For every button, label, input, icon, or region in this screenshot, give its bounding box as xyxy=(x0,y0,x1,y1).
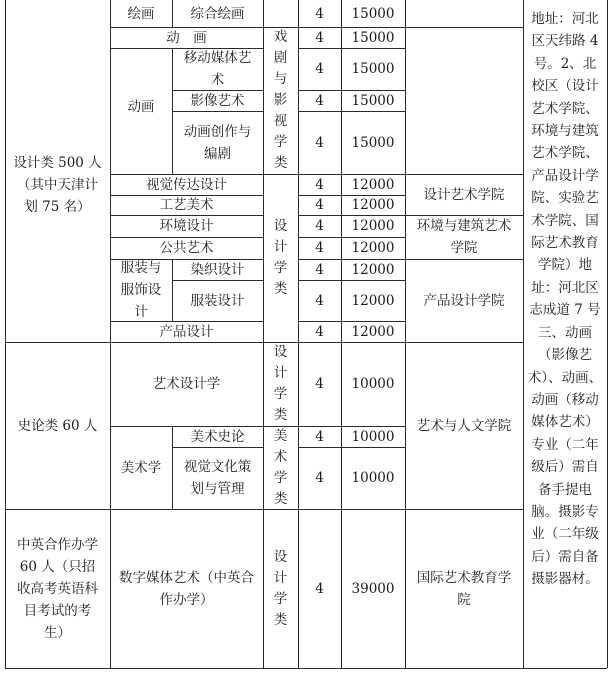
major-name: 动 画 xyxy=(166,29,207,46)
group-history: 史论类 60 人 xyxy=(17,417,98,434)
years: 4 xyxy=(315,61,324,77)
tuition-fee: 10000 xyxy=(351,428,395,445)
major-name: 环境设计 xyxy=(159,218,214,234)
subgroup-animation: 动画 xyxy=(127,99,155,115)
tuition-fee: 12000 xyxy=(351,240,395,256)
category-design: 设计学类 xyxy=(273,218,288,297)
subgroup-fashion: 服装与服饰设计 xyxy=(120,260,162,320)
major-name: 影像艺术 xyxy=(190,92,245,109)
years: 4 xyxy=(315,470,324,486)
school-design: 设计艺术学院 xyxy=(423,186,505,203)
notes-column: 地址：河北区天纬路 4 号。2、北校区（设计艺术学院、环境与建筑艺术学院、产品设计学院、实验艺术学院、国际艺术教育学院）地址：河北区志成道 7 号三、动画（影像艺术）、动画、动画（移动媒体艺术）专业（二年级后）需自备手提电脑。摄影专业（二年级后）需自备摄影器材。 xyxy=(527,11,603,588)
group-design: 设计类 500 人（其中天津计划 75 名） xyxy=(13,154,102,215)
tuition-fee: 12000 xyxy=(351,218,395,234)
tuition-fee: 12000 xyxy=(351,292,395,309)
years: 4 xyxy=(315,5,324,22)
tuition-fee: 15000 xyxy=(351,61,395,77)
tuition-fee: 15000 xyxy=(351,92,395,109)
major-name: 产品设计 xyxy=(159,323,214,340)
tuition-fee: 12000 xyxy=(351,323,395,340)
tuition-fee: 10000 xyxy=(351,470,395,486)
major-name: 艺术设计学 xyxy=(152,376,221,392)
years: 4 xyxy=(315,134,324,151)
tuition-fee: 12000 xyxy=(351,197,395,213)
years: 4 xyxy=(315,323,324,340)
years: 4 xyxy=(315,197,324,213)
school-product: 产品设计学院 xyxy=(423,292,505,309)
years: 4 xyxy=(315,261,324,278)
major-name: 综合绘画 xyxy=(190,5,245,22)
category-design: 设计学类 xyxy=(273,344,288,423)
tuition-fee: 12000 xyxy=(351,261,395,278)
major-name: 美术史论 xyxy=(190,428,245,445)
years: 4 xyxy=(315,580,324,597)
school-international: 国际艺术教育学院 xyxy=(416,569,512,608)
major-name: 服装设计 xyxy=(190,292,245,309)
school-environment: 环境与建筑艺术学院 xyxy=(416,218,512,256)
major-name: 视觉传达设计 xyxy=(146,176,227,193)
tuition-fee: 15000 xyxy=(351,5,395,22)
subgroup-fine-arts: 美术学 xyxy=(120,459,162,476)
years: 4 xyxy=(315,292,324,309)
category-design: 设计学类 xyxy=(273,548,288,628)
group-cooperation: 中英合作办学 60 人（只招收高考英语科目考试的考生） xyxy=(17,536,98,641)
school-humanities: 艺术与人文学院 xyxy=(416,417,512,434)
category-fine-arts: 美术学类 xyxy=(273,427,288,507)
major-name: 染织设计 xyxy=(190,261,245,278)
tuition-fee: 10000 xyxy=(351,376,395,392)
years: 4 xyxy=(315,29,324,46)
subgroup-painting: 绘画 xyxy=(127,5,155,22)
years: 4 xyxy=(315,92,324,109)
years: 4 xyxy=(315,176,324,193)
years: 4 xyxy=(315,218,324,234)
major-name: 视觉文化策划与管理 xyxy=(183,459,252,497)
years: 4 xyxy=(315,240,324,256)
tuition-fee: 12000 xyxy=(351,176,395,193)
category-drama-film: 戏剧与影视学类 xyxy=(273,29,288,171)
tuition-fee: 15000 xyxy=(351,134,395,151)
major-name: 公共艺术 xyxy=(159,240,214,256)
major-name: 动画创作与编剧 xyxy=(183,123,252,162)
major-name: 移动媒体艺术 xyxy=(183,50,252,88)
years: 4 xyxy=(315,376,324,392)
major-name: 工艺美术 xyxy=(159,197,214,213)
tuition-fee: 15000 xyxy=(351,29,395,46)
tuition-fee: 39000 xyxy=(351,580,395,597)
years: 4 xyxy=(315,428,324,445)
major-name: 数字媒体艺术（中英合作办学） xyxy=(119,569,254,608)
